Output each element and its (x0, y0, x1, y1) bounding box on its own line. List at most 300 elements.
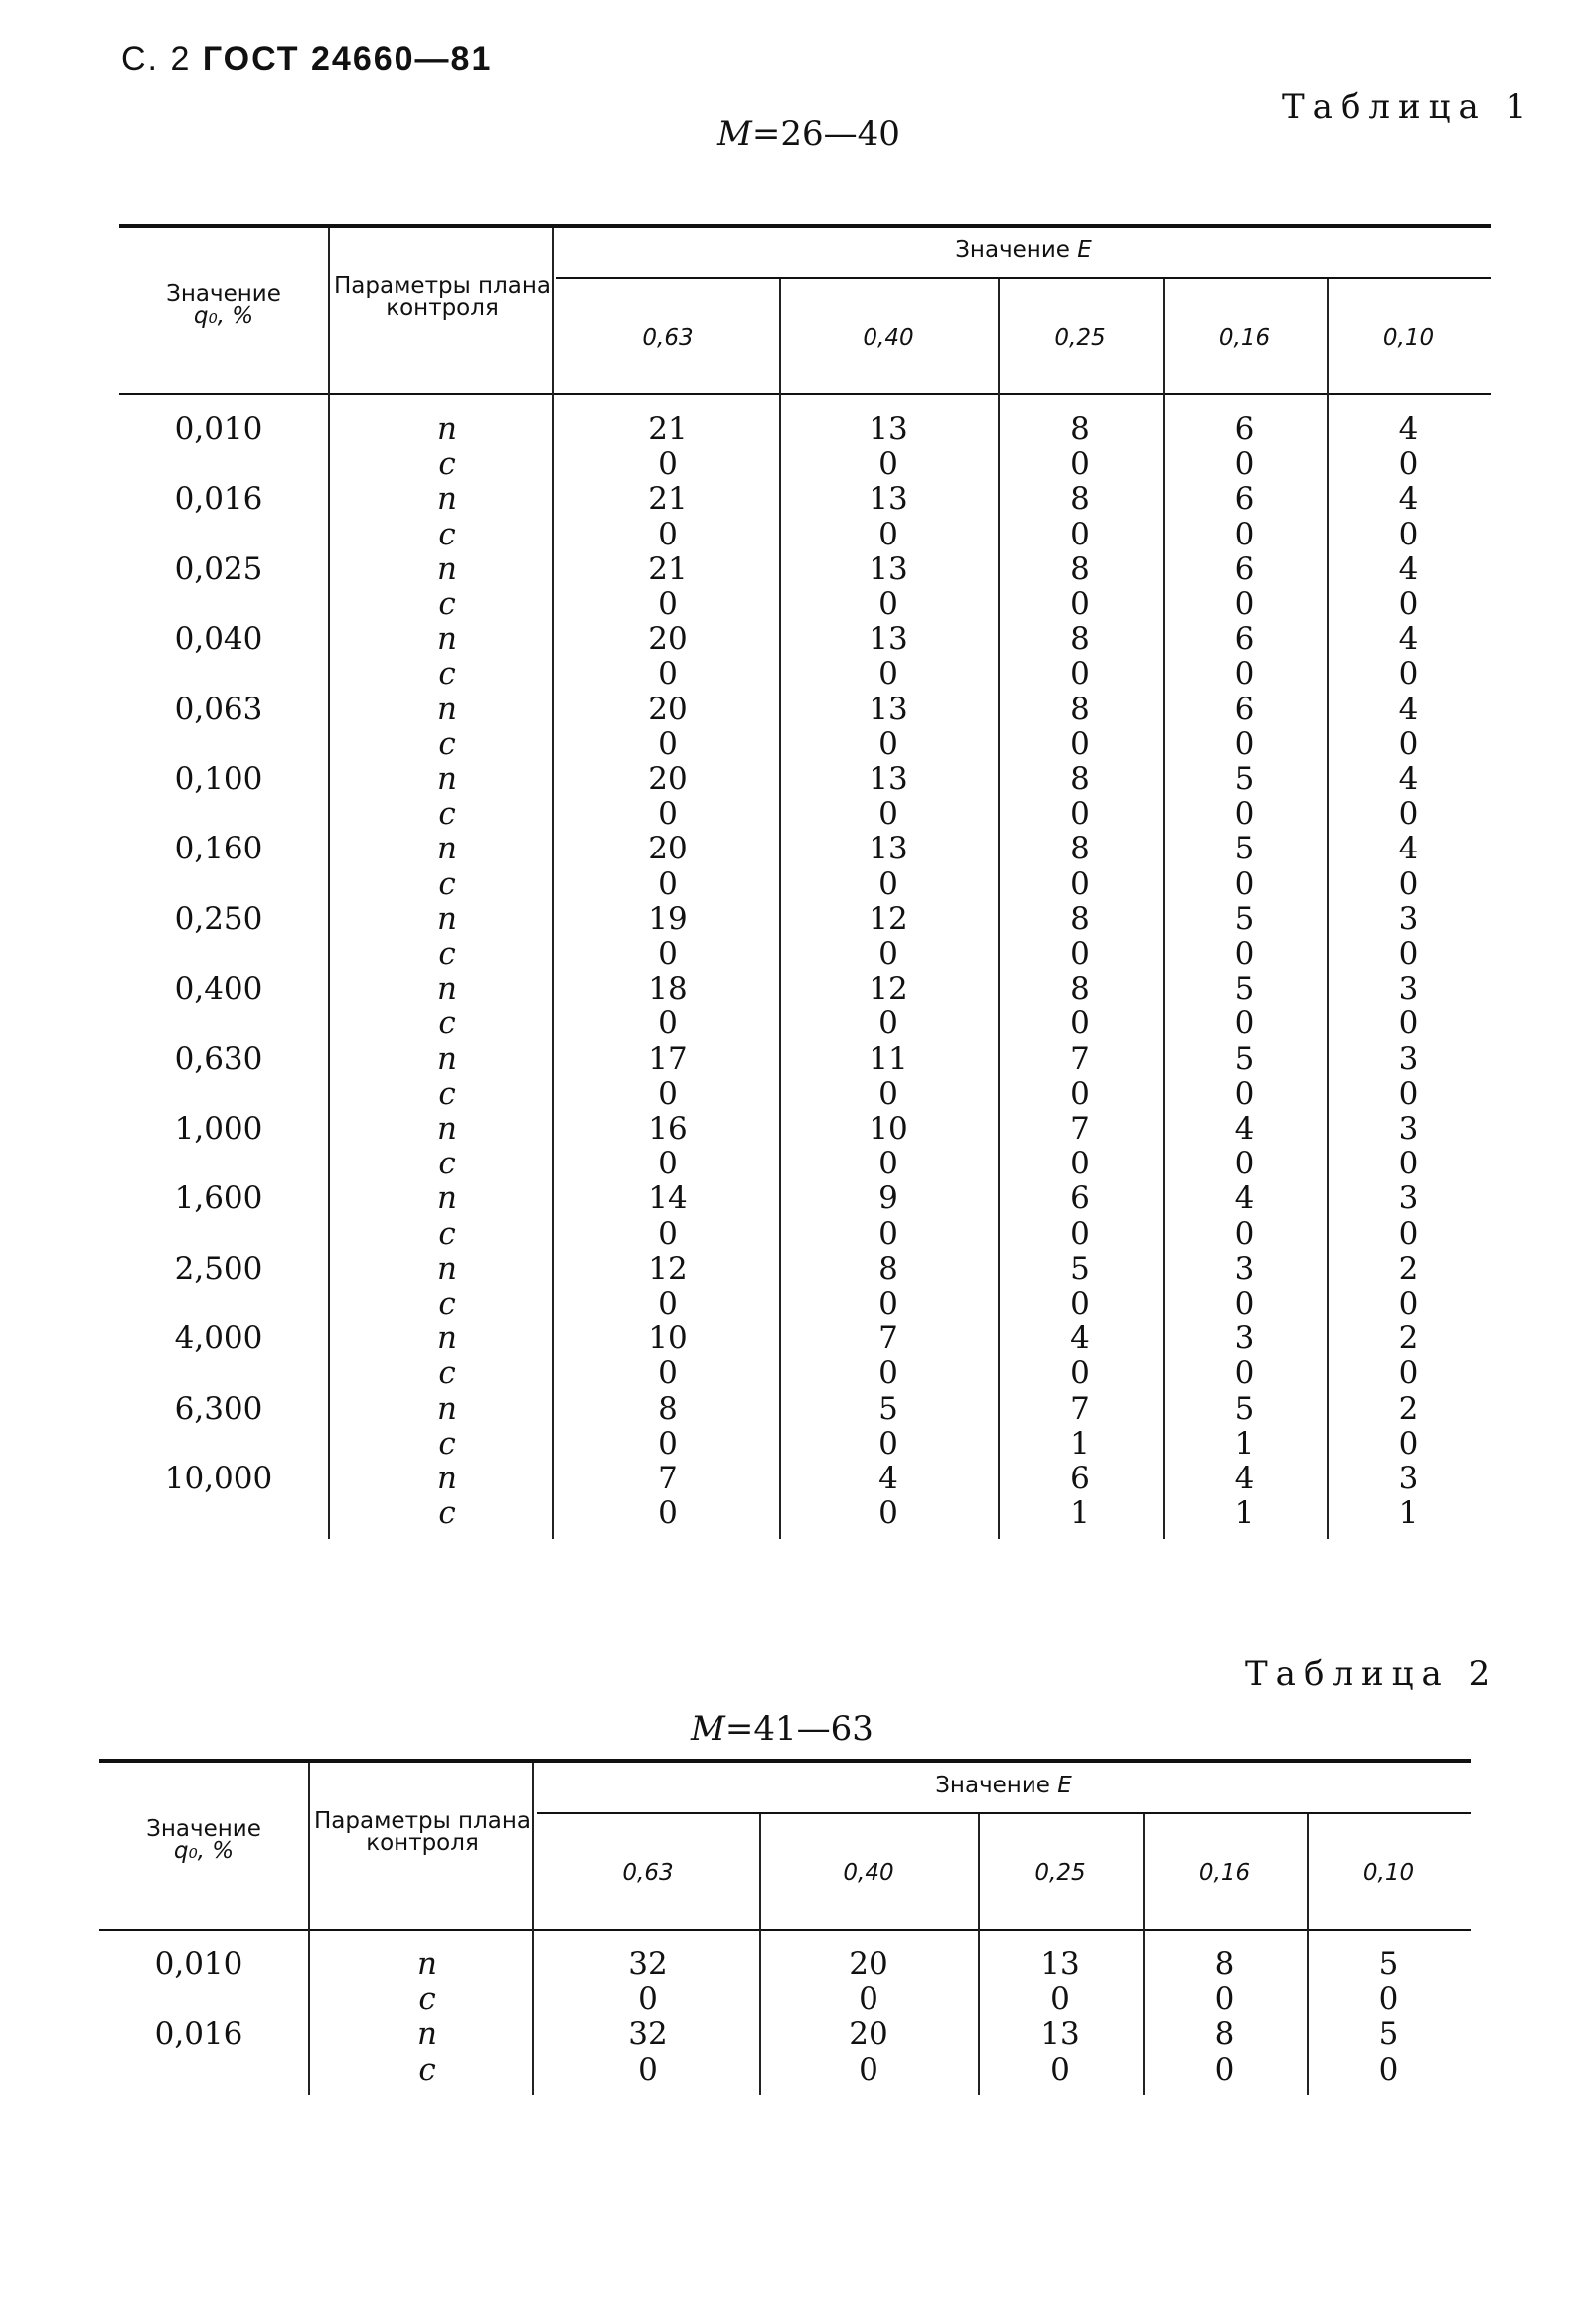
q-value: 0,400 (174, 971, 263, 1007)
value-cell: 32 (628, 1946, 668, 1982)
value-cell: 19 (648, 900, 688, 937)
value-cell: 0 (1398, 516, 1419, 552)
param-symbol: c (438, 725, 456, 762)
value-cell: 12 (869, 900, 908, 937)
value-cell: 0 (658, 1215, 678, 1252)
e-value-header: 0,63 (642, 325, 694, 351)
param-symbol: n (417, 2016, 437, 2053)
param-symbol: n (437, 1461, 457, 1496)
value-cell: 0 (1234, 796, 1255, 833)
value-cell: 0 (878, 865, 898, 902)
param-symbol: c (438, 796, 456, 833)
table-top-rule (119, 224, 1491, 228)
value-cell: 0 (1234, 725, 1255, 762)
value-cell: 10 (648, 1320, 688, 1357)
value-cell: 0 (658, 796, 678, 833)
value-cell: 13 (869, 691, 908, 727)
value-cell: 13 (869, 411, 908, 447)
value-cell: 21 (648, 550, 688, 587)
value-cell: 2 (1398, 1320, 1419, 1357)
value-cell: 0 (1398, 1425, 1419, 1462)
value-cell: 0 (878, 1006, 898, 1042)
q-value: 0,010 (174, 411, 263, 447)
param-symbol: n (437, 621, 457, 658)
value-cell: 0 (1070, 865, 1090, 902)
value-cell: 0 (1234, 1006, 1255, 1042)
value-cell: 0 (1398, 865, 1419, 902)
value-cell: 8 (1070, 481, 1090, 518)
value-cell: 20 (849, 1946, 888, 1982)
value-cell: 8 (1070, 761, 1090, 797)
value-cell: 8 (1070, 691, 1090, 727)
value-cell: 4 (1234, 1461, 1255, 1496)
value-cell: 0 (1234, 656, 1255, 693)
table-row (99, 1982, 1471, 2017)
value-cell: 0 (878, 1146, 898, 1182)
table-row (119, 587, 1491, 622)
value-cell: 0 (878, 1355, 898, 1392)
value-cell: 4 (1398, 621, 1419, 658)
param-symbol: n (437, 1111, 457, 1147)
value-cell: 0 (1398, 796, 1419, 833)
table-row (119, 1042, 1491, 1077)
column-divider (1163, 279, 1165, 1539)
value-cell: 4 (1234, 1111, 1255, 1147)
param-symbol: n (437, 1040, 457, 1077)
param-symbol: c (438, 586, 456, 622)
value-cell: 3 (1398, 1111, 1419, 1147)
value-cell: 3 (1398, 1040, 1419, 1077)
value-cell: 0 (1398, 1146, 1419, 1182)
header-sub-rule (537, 1812, 1471, 1814)
value-cell: 3 (1398, 1461, 1419, 1496)
table-row (119, 482, 1491, 517)
table-row (119, 622, 1491, 657)
value-cell: 0 (658, 936, 678, 972)
value-cell: 0 (878, 586, 898, 622)
value-cell: 13 (1040, 1946, 1080, 1982)
value-cell: 5 (1234, 831, 1255, 867)
table-row (119, 1392, 1491, 1427)
table1-label: Таблица 1 (1282, 87, 1535, 127)
table-row (119, 1147, 1491, 1181)
value-cell: 0 (1234, 1146, 1255, 1182)
value-cell: 8 (658, 1390, 678, 1427)
value-cell: 20 (648, 831, 688, 867)
param-symbol: c (438, 936, 456, 972)
value-cell: 0 (1070, 516, 1090, 552)
value-cell: 0 (1234, 1075, 1255, 1112)
value-cell: 4 (1398, 831, 1419, 867)
param-symbol: c (438, 1006, 456, 1042)
value-cell: 0 (1398, 936, 1419, 972)
param-symbol: c (418, 2051, 436, 2088)
value-cell: 7 (878, 1320, 898, 1357)
q-value: 0,063 (174, 691, 263, 727)
value-cell: 13 (869, 621, 908, 658)
value-cell: 14 (648, 1180, 688, 1217)
value-cell: 6 (1234, 411, 1255, 447)
q-value: 1,000 (174, 1111, 263, 1147)
value-cell: 12 (648, 1250, 688, 1287)
q-value: 6,300 (174, 1390, 263, 1427)
param-symbol: n (437, 831, 457, 867)
value-cell: 3 (1398, 971, 1419, 1007)
value-cell: 0 (658, 1425, 678, 1462)
value-cell: 8 (1214, 2016, 1235, 2053)
value-cell: 13 (869, 761, 908, 797)
value-cell: 0 (658, 1146, 678, 1182)
value-cell: 0 (1070, 1075, 1090, 1112)
table-row (119, 1007, 1491, 1041)
value-cell: 2 (1398, 1250, 1419, 1287)
table-row (119, 1181, 1491, 1216)
param-symbol: c (418, 1981, 436, 2018)
value-cell: 0 (878, 725, 898, 762)
params-header: Параметры плана контроля (313, 1808, 532, 1856)
value-cell: 0 (658, 516, 678, 552)
value-cell: 0 (1398, 1355, 1419, 1392)
table-row (99, 2053, 1471, 2088)
value-cell: 5 (1378, 1946, 1399, 1982)
column-divider (1143, 1814, 1145, 2095)
param-symbol: c (438, 1286, 456, 1321)
value-cell: 1 (1234, 1495, 1255, 1532)
table-row (99, 1947, 1471, 1982)
value-cell: 0 (658, 656, 678, 693)
param-symbol: c (438, 656, 456, 693)
value-cell: 0 (1070, 586, 1090, 622)
value-cell: 13 (869, 831, 908, 867)
param-symbol: c (438, 1146, 456, 1182)
table-row (119, 1496, 1491, 1531)
value-cell: 0 (1398, 725, 1419, 762)
value-cell: 0 (1234, 586, 1255, 622)
param-symbol: c (438, 1075, 456, 1112)
value-cell: 0 (658, 1075, 678, 1112)
value-cell: 1 (1070, 1425, 1090, 1462)
value-cell: 3 (1234, 1250, 1255, 1287)
value-cell: 0 (658, 586, 678, 622)
column-divider (978, 1814, 980, 2095)
q-value: 10,000 (164, 1461, 273, 1496)
value-cell: 5 (1234, 1390, 1255, 1427)
table-row (119, 1462, 1491, 1496)
value-cell: 20 (648, 621, 688, 658)
table-row (119, 657, 1491, 692)
param-symbol: n (437, 411, 457, 447)
e-value-header: 0,25 (1034, 1860, 1086, 1886)
table-row (119, 1356, 1491, 1391)
q-header: Значение q₀, % (146, 1816, 261, 1864)
value-cell: 0 (1378, 2051, 1399, 2088)
header-bottom-rule (119, 393, 1491, 395)
value-cell: 7 (1070, 1111, 1090, 1147)
e-value-header: 0,16 (1198, 1860, 1251, 1886)
value-cell: 0 (658, 446, 678, 483)
value-cell: 8 (878, 1250, 898, 1287)
value-cell: 0 (1070, 1355, 1090, 1392)
q-value: 0,040 (174, 621, 263, 658)
value-cell: 20 (849, 2016, 888, 2053)
value-cell: 8 (1214, 1946, 1235, 1982)
value-cell: 0 (878, 516, 898, 552)
value-cell: 0 (1070, 1286, 1090, 1321)
value-cell: 6 (1070, 1461, 1090, 1496)
table-row (119, 832, 1491, 866)
q-value: 0,630 (174, 1040, 263, 1077)
param-symbol: n (437, 1390, 457, 1427)
table2-label: Таблица 2 (1245, 1654, 1499, 1694)
value-cell: 20 (648, 691, 688, 727)
column-divider (779, 279, 781, 1539)
value-cell: 0 (658, 1355, 678, 1392)
table-row (119, 867, 1491, 902)
table-row (119, 518, 1491, 552)
param-symbol: n (437, 1320, 457, 1357)
column-divider (328, 228, 330, 1539)
value-cell: 8 (1070, 971, 1090, 1007)
table-row (119, 762, 1491, 797)
value-cell: 4 (1070, 1320, 1090, 1357)
value-cell: 13 (1040, 2016, 1080, 2053)
value-cell: 5 (1234, 761, 1255, 797)
table-row (119, 1217, 1491, 1252)
value-cell: 8 (1070, 831, 1090, 867)
value-cell: 8 (1070, 550, 1090, 587)
value-cell: 0 (878, 1495, 898, 1532)
value-cell: 6 (1234, 550, 1255, 587)
param-symbol: n (437, 761, 457, 797)
value-cell: 13 (869, 481, 908, 518)
value-cell: 7 (658, 1461, 678, 1496)
param-symbol: c (438, 1215, 456, 1252)
table-row (119, 1287, 1491, 1321)
value-cell: 0 (658, 865, 678, 902)
q-value: 0,160 (174, 831, 263, 867)
page-number: С. 2 (121, 40, 192, 77)
value-cell: 5 (1234, 1040, 1255, 1077)
table-row (119, 937, 1491, 972)
table-row (119, 1427, 1491, 1462)
value-cell: 0 (1214, 1981, 1235, 2018)
value-cell: 0 (1070, 1006, 1090, 1042)
table-row (119, 727, 1491, 762)
column-divider (532, 1763, 534, 2095)
value-cell: 5 (1234, 971, 1255, 1007)
value-cell: 8 (1070, 411, 1090, 447)
value-cell: 21 (648, 411, 688, 447)
param-symbol: c (438, 516, 456, 552)
value-cell: 1 (1070, 1495, 1090, 1532)
params-header: Параметры плана контроля (333, 273, 552, 321)
column-divider (552, 228, 554, 1539)
value-cell: 0 (1070, 446, 1090, 483)
param-symbol: c (438, 1495, 456, 1532)
value-cell: 0 (658, 725, 678, 762)
value-cell: 21 (648, 481, 688, 518)
value-cell: 0 (1234, 1286, 1255, 1321)
value-cell: 0 (1234, 516, 1255, 552)
value-cell: 0 (1234, 1215, 1255, 1252)
q-value: 0,016 (174, 481, 263, 518)
table2 (99, 1759, 1471, 2156)
table-row (119, 693, 1491, 727)
q-value: 0,250 (174, 900, 263, 937)
value-cell: 0 (878, 936, 898, 972)
param-symbol: n (437, 1250, 457, 1287)
table-row (119, 552, 1491, 587)
value-cell: 2 (1398, 1390, 1419, 1427)
e-value-header: 0,16 (1218, 325, 1271, 351)
table-row (119, 797, 1491, 832)
table-row (119, 1321, 1491, 1356)
q-header: Значение q₀, % (166, 281, 281, 329)
table2-m-range: M=41—63 (691, 1709, 874, 1749)
value-cell: 0 (1070, 656, 1090, 693)
q-value: 4,000 (174, 1320, 263, 1357)
q-value: 0,100 (174, 761, 263, 797)
q-value: 0,010 (154, 1946, 243, 1982)
value-cell: 0 (658, 1495, 678, 1532)
value-cell: 0 (878, 656, 898, 693)
e-value-header: 0,40 (843, 1860, 894, 1886)
value-cell: 5 (1070, 1250, 1090, 1287)
column-divider (308, 1763, 310, 2095)
param-symbol: n (437, 1180, 457, 1217)
table-row (119, 902, 1491, 937)
param-symbol: n (437, 481, 457, 518)
value-cell: 0 (1398, 1006, 1419, 1042)
header-bottom-rule (99, 1929, 1471, 1931)
value-cell: 13 (869, 550, 908, 587)
value-cell: 0 (1070, 796, 1090, 833)
table-row (99, 2017, 1471, 2052)
value-cell: 0 (1050, 1981, 1070, 2018)
value-cell: 0 (1234, 1355, 1255, 1392)
param-symbol: n (437, 971, 457, 1007)
column-divider (759, 1814, 761, 2095)
value-cell: 17 (648, 1040, 688, 1077)
value-cell: 20 (648, 761, 688, 797)
value-cell: 0 (878, 446, 898, 483)
value-cell: 0 (1050, 2051, 1070, 2088)
value-cell: 0 (878, 796, 898, 833)
value-cell: 0 (638, 1981, 658, 2018)
value-cell: 0 (1398, 586, 1419, 622)
q-value: 2,500 (174, 1250, 263, 1287)
value-cell: 0 (1234, 446, 1255, 483)
value-cell: 0 (1378, 1981, 1399, 2018)
table-row (119, 447, 1491, 482)
value-cell: 5 (1378, 2016, 1399, 2053)
value-cell: 0 (1070, 725, 1090, 762)
value-cell: 4 (1398, 550, 1419, 587)
value-cell: 10 (869, 1111, 908, 1147)
value-cell: 0 (1070, 1215, 1090, 1252)
value-cell: 12 (869, 971, 908, 1007)
value-cell: 7 (1070, 1390, 1090, 1427)
standard-number: ГОСТ 24660—81 (202, 40, 493, 77)
param-symbol: c (438, 1355, 456, 1392)
table-top-rule (99, 1759, 1471, 1763)
value-cell: 4 (1234, 1180, 1255, 1217)
table-row (119, 1077, 1491, 1112)
value-cell: 0 (658, 1286, 678, 1321)
value-cell: 0 (1070, 1146, 1090, 1182)
value-cell: 5 (1234, 900, 1255, 937)
value-cell: 11 (869, 1040, 908, 1077)
value-cell: 0 (878, 1215, 898, 1252)
param-symbol: n (437, 550, 457, 587)
value-cell: 0 (658, 1006, 678, 1042)
table-row (119, 1252, 1491, 1287)
q-value: 0,025 (174, 550, 263, 587)
value-cell: 0 (878, 1286, 898, 1321)
q-value: 1,600 (174, 1180, 263, 1217)
value-cell: 4 (1398, 691, 1419, 727)
table-row (119, 1112, 1491, 1147)
value-cell: 18 (648, 971, 688, 1007)
e-header: Значение E (935, 1773, 1072, 1798)
value-cell: 0 (1398, 1075, 1419, 1112)
value-cell: 7 (1070, 1040, 1090, 1077)
value-cell: 8 (1070, 621, 1090, 658)
table1 (119, 224, 1491, 1575)
value-cell: 9 (878, 1180, 898, 1217)
value-cell: 4 (1398, 411, 1419, 447)
value-cell: 0 (1234, 936, 1255, 972)
e-value-header: 0,40 (863, 325, 914, 351)
param-symbol: n (437, 691, 457, 727)
table1-m-range: M=26—40 (717, 114, 900, 154)
value-cell: 6 (1070, 1180, 1090, 1217)
header-sub-rule (556, 277, 1491, 279)
value-cell: 0 (1214, 2051, 1235, 2088)
value-cell: 5 (878, 1390, 898, 1427)
table-row (119, 412, 1491, 447)
value-cell: 0 (1398, 446, 1419, 483)
value-cell: 0 (1398, 656, 1419, 693)
e-value-header: 0,10 (1382, 325, 1435, 351)
table-row (119, 972, 1491, 1007)
value-cell: 0 (638, 2051, 658, 2088)
value-cell: 0 (878, 1075, 898, 1112)
value-cell: 32 (628, 2016, 668, 2053)
value-cell: 0 (859, 2051, 878, 2088)
value-cell: 4 (878, 1461, 898, 1496)
value-cell: 1 (1234, 1425, 1255, 1462)
value-cell: 0 (1234, 865, 1255, 902)
value-cell: 4 (1398, 761, 1419, 797)
value-cell: 0 (1398, 1215, 1419, 1252)
param-symbol: n (417, 1946, 437, 1982)
param-symbol: c (438, 865, 456, 902)
value-cell: 6 (1234, 481, 1255, 518)
param-symbol: c (438, 446, 456, 483)
column-divider (1327, 279, 1329, 1539)
value-cell: 4 (1398, 481, 1419, 518)
value-cell: 0 (878, 1425, 898, 1462)
value-cell: 0 (859, 1981, 878, 2018)
value-cell: 3 (1234, 1320, 1255, 1357)
page-header (121, 40, 492, 78)
value-cell: 0 (1070, 936, 1090, 972)
param-symbol: n (437, 900, 457, 937)
value-cell: 1 (1398, 1495, 1419, 1532)
column-divider (1307, 1814, 1309, 2095)
value-cell: 6 (1234, 691, 1255, 727)
